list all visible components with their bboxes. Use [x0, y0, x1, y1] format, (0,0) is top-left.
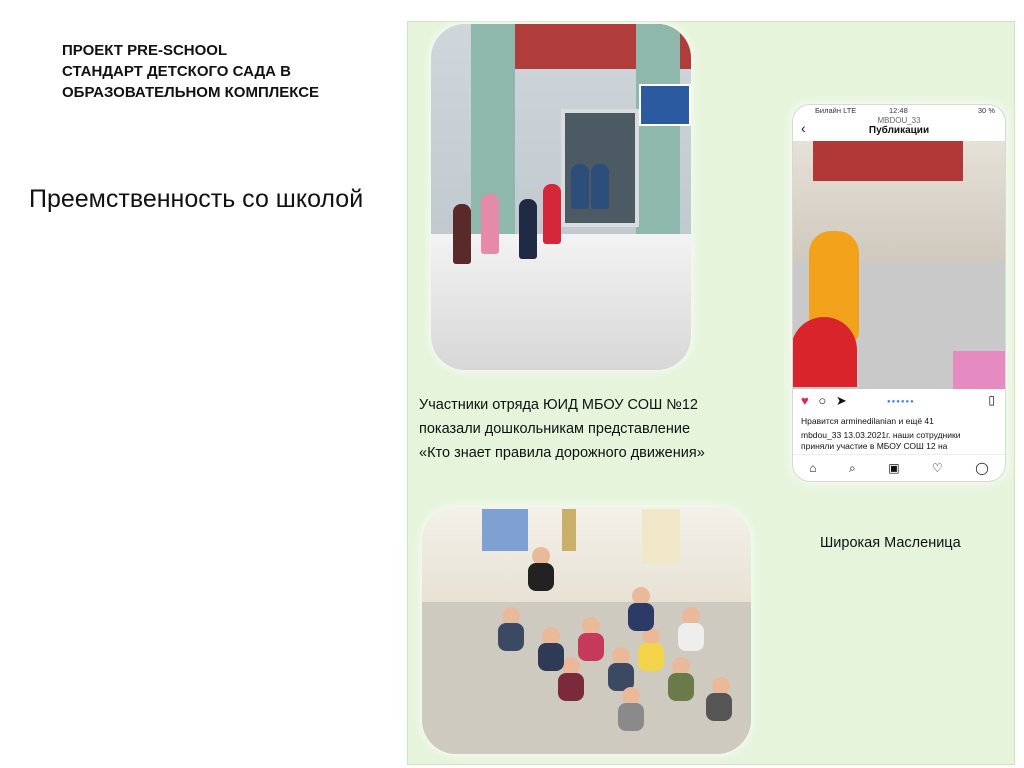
status-battery: 30 % [977, 106, 995, 115]
reels-icon[interactable]: ▣ [888, 461, 900, 475]
header-line-2: СТАНДАРТ ДЕТСКОГО САДА В [62, 63, 292, 80]
children-audience-photo [422, 507, 751, 754]
post-caption [801, 430, 960, 452]
comment-icon[interactable]: ○ [818, 393, 827, 408]
publications-title: Публикации [868, 125, 930, 136]
status-carrier: Билайн LTE [815, 106, 857, 115]
account-name: MBDOU_33 [877, 116, 921, 125]
maslenitsa-photo [793, 141, 1005, 389]
caption-line-2: показали дошкольникам представление [419, 421, 691, 437]
section-title: Преемственность со школой [29, 185, 364, 213]
caption-maslenitsa: Широкая Масленица [820, 535, 961, 551]
post-caption-line-2: приняли участие в МБОУ СОШ 12 на [801, 441, 948, 451]
share-icon[interactable]: ➤ [835, 393, 847, 408]
bookmark-icon[interactable]: ▯ [988, 393, 995, 407]
post-actions [801, 393, 847, 409]
post-caption-line-1: mbdou_33 13.03.2021г. наши сотрудники [801, 430, 961, 440]
back-arrow-icon[interactable]: ‹ [801, 120, 806, 136]
caption-line-1: Участники отряда ЮИД МБОУ СОШ №12 [419, 397, 698, 413]
carousel-dots: ●●●●●● [887, 399, 915, 405]
school-entrance-photo [431, 24, 691, 370]
instagram-phone-screenshot [792, 104, 1006, 482]
caption-line-3: «Кто знает правила дорожного движения» [419, 445, 705, 461]
header-line-3: ОБРАЗОВАТЕЛЬНОМ КОМПЛЕКСЕ [62, 84, 320, 101]
caption-road-rules [419, 393, 705, 465]
likes-text: Нравится arminedilanian и ещё 41 [801, 416, 934, 426]
search-icon[interactable]: ⌕ [848, 460, 856, 475]
phone-bottom-nav [793, 454, 1005, 481]
header-line-1: ПРОЕКТ PRE-SCHOOL [62, 42, 228, 59]
header-title [62, 40, 319, 103]
home-icon[interactable]: ⌂ [809, 461, 817, 475]
heart-icon[interactable]: ♥ [801, 393, 809, 408]
profile-avatar-icon[interactable]: ◯ [975, 461, 989, 475]
activity-heart-icon[interactable]: ♡ [932, 461, 943, 475]
status-time: 12:48 [889, 106, 908, 115]
